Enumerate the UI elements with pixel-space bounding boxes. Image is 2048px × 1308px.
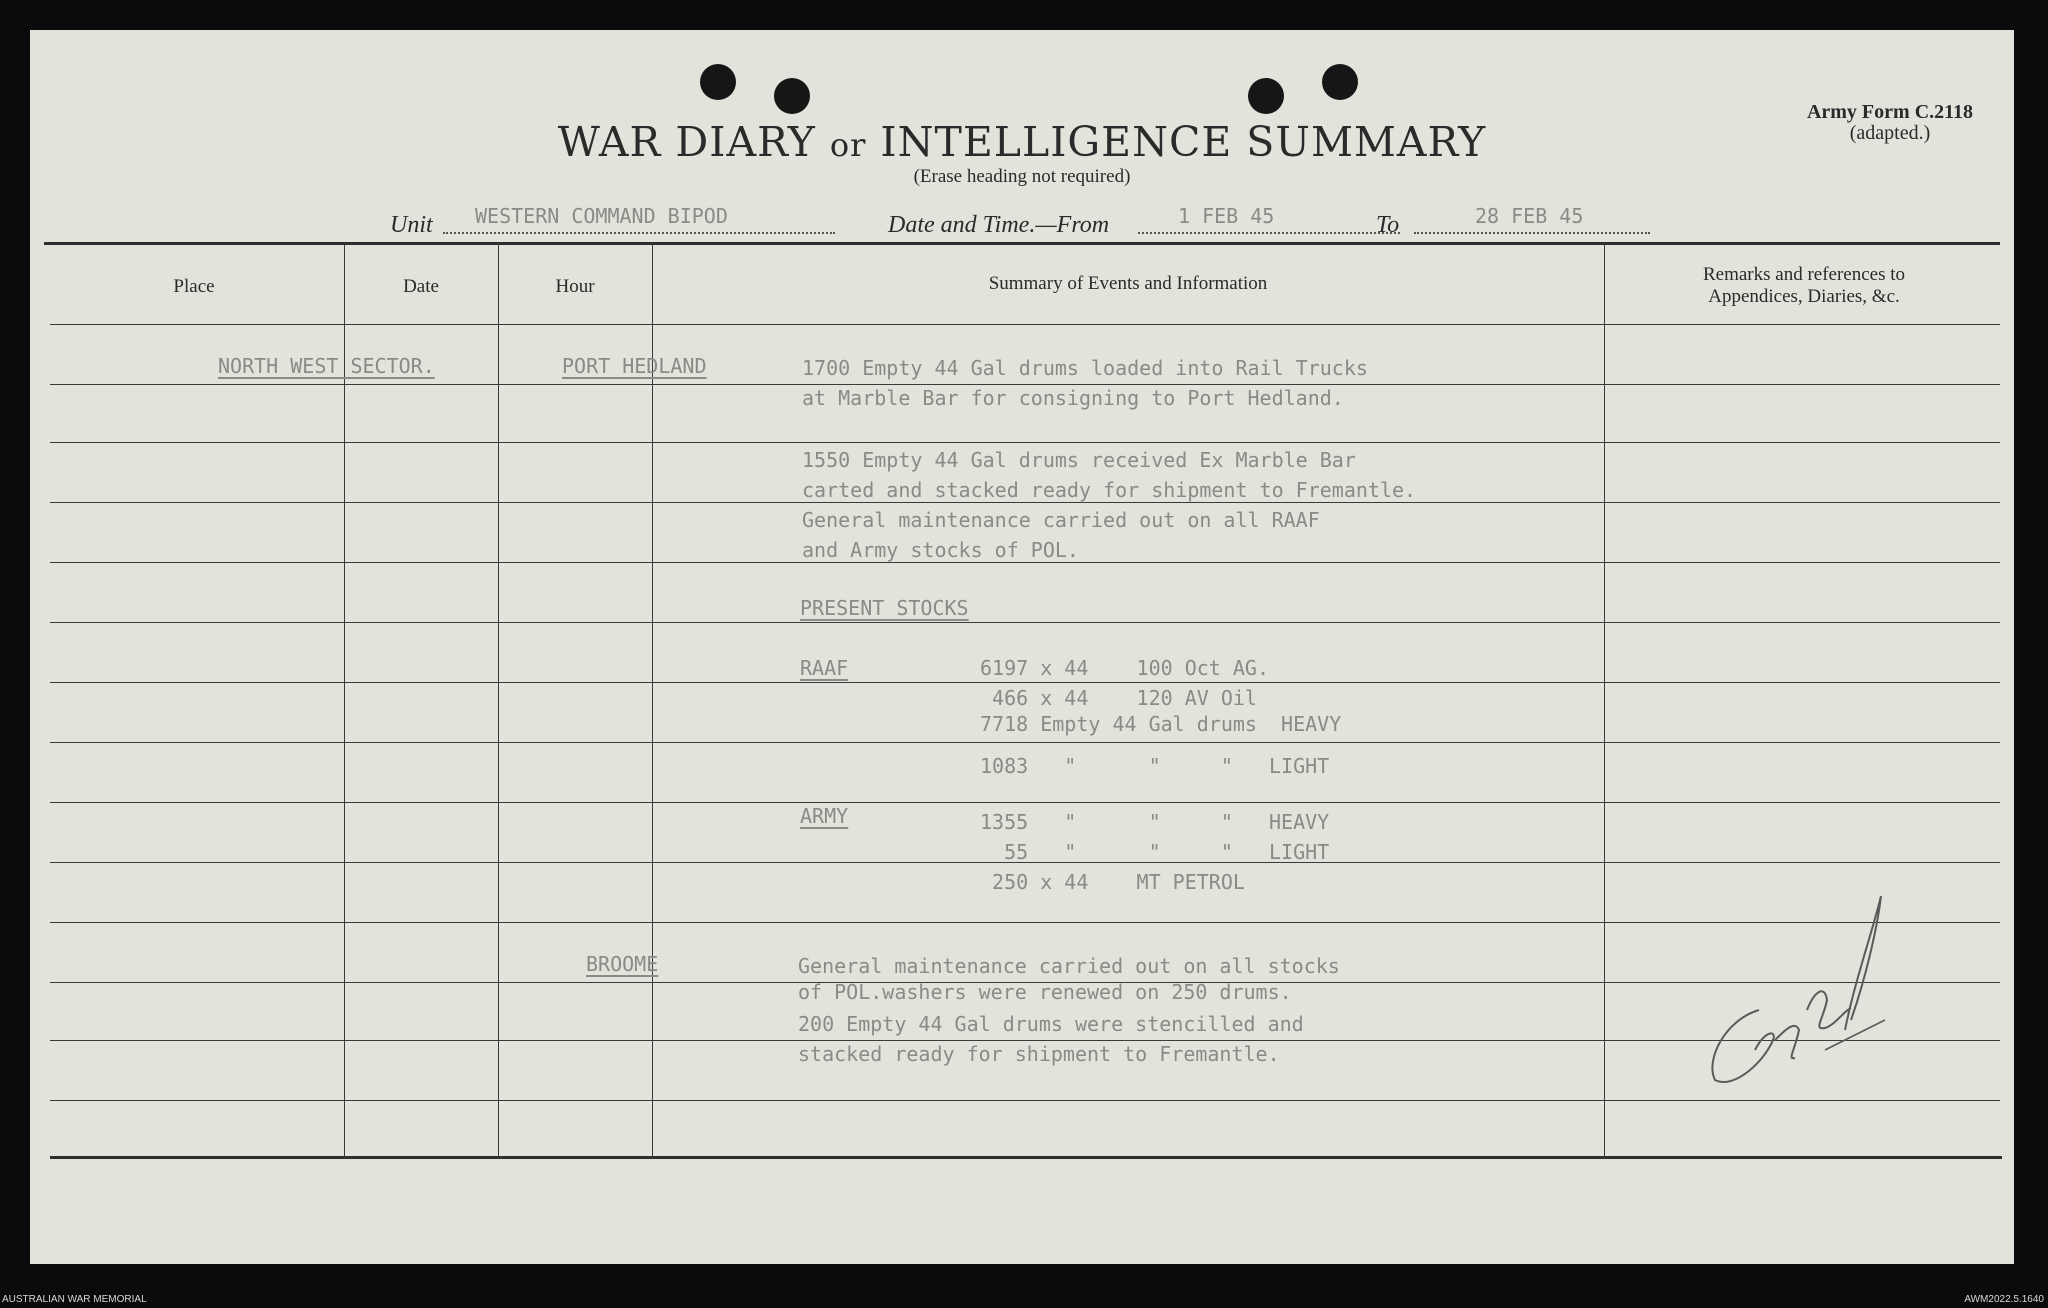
row-rule [50, 324, 2000, 325]
summary-line: at Marble Bar for consigning to Port Hedland. [802, 386, 1344, 410]
column-header-remarks-line2: Appendices, Diaries, &c. [1708, 286, 1900, 307]
date-to-dotted-line [1414, 232, 1650, 234]
summary-line: 1550 Empty 44 Gal drums received Ex Marble Bar [802, 448, 1356, 472]
date-from-label: Date and Time.—From [888, 212, 1110, 238]
row-rule [50, 622, 2000, 623]
summary-line: carted and stacked ready for shipment to Fremantle. [802, 478, 1417, 502]
army-heading: ARMY [800, 804, 849, 828]
form-number [1770, 102, 2010, 144]
punch-hole [774, 78, 810, 114]
unit-dotted-line [443, 232, 835, 234]
table-bottom-rule [50, 1156, 2002, 1159]
page-title [30, 118, 2014, 166]
broome-summary-line: 200 Empty 44 Gal drums were stencilled and [798, 1012, 1304, 1036]
title-intelligence-summary: INTELLIGENCE SUMMARY [880, 118, 1487, 166]
column-header-summary: Summary of Events and Information [988, 273, 1268, 294]
column-header-date: Date [403, 276, 439, 297]
summary-line: General maintenance carried out on all RAAF [802, 508, 1320, 532]
column-divider [652, 244, 653, 1158]
place-north-west-sector: NORTH WEST SECTOR. [218, 354, 435, 378]
hour-port-hedland: PORT HEDLAND [562, 354, 707, 378]
column-header-hour: Hour [555, 276, 595, 297]
raaf-stock-line: 1083 " " " LIGHT [980, 754, 1330, 778]
diary-page [30, 30, 2014, 1264]
row-rule [50, 742, 2000, 743]
date-from-dotted-line [1138, 232, 1400, 234]
footer-left: AUSTRALIAN WAR MEMORIAL [2, 1294, 147, 1305]
army-stock-line: 250 x 44 MT PETROL [980, 870, 1245, 894]
column-divider [344, 244, 345, 1158]
form-number-note: (adapted.) [1849, 122, 1931, 144]
raaf-heading: RAAF [800, 656, 849, 680]
date-to-label: To [1376, 212, 1400, 238]
raaf-stock-line: 6197 x 44 100 Oct AG. [980, 656, 1269, 680]
handwritten-signature [1695, 890, 1895, 1100]
row-rule [50, 384, 2000, 385]
row-rule [50, 562, 2000, 563]
row-rule [50, 442, 2000, 443]
punch-hole [700, 64, 736, 100]
present-stocks-heading: PRESENT STOCKS [800, 596, 969, 620]
summary-line: and Army stocks of POL. [802, 538, 1079, 562]
column-header-place: Place [173, 276, 215, 297]
broome-summary-line: of POL.washers were renewed on 250 drums. [798, 980, 1292, 1004]
broome-summary-line: General maintenance carried out on all stocks [798, 954, 1340, 978]
summary-line: 1700 Empty 44 Gal drums loaded into Rail Trucks [802, 356, 1368, 380]
punch-hole [1248, 78, 1284, 114]
row-rule [50, 1100, 2000, 1101]
raaf-stock-line: 466 x 44 120 AV Oil [980, 686, 1257, 710]
raaf-stock-line: 7718 Empty 44 Gal drums HEAVY [980, 712, 1342, 736]
form-number-label: Army Form C.2118 [1806, 101, 1974, 123]
title-or: or [829, 126, 867, 164]
table-top-rule [44, 242, 2000, 245]
title-war-diary: WAR DIARY [557, 118, 816, 166]
column-header-remarks [1604, 264, 2004, 308]
broome-summary-line: stacked ready for shipment to Fremantle. [798, 1042, 1280, 1066]
hour-broome: BROOME [586, 952, 659, 976]
row-rule [50, 802, 2000, 803]
column-header-remarks-line1: Remarks and references to [1702, 264, 1906, 285]
unit-value: WESTERN COMMAND BIPOD [475, 204, 728, 228]
date-to-value: 28 FEB 45 [1475, 204, 1584, 228]
footer-right: AWM2022.5.1640 [1964, 1294, 2044, 1305]
army-stock-line: 55 " " " LIGHT [980, 840, 1330, 864]
row-rule [50, 502, 2000, 503]
subtitle: (Erase heading not required) [913, 166, 1131, 187]
punch-hole [1322, 64, 1358, 100]
row-rule [50, 682, 2000, 683]
column-divider [498, 244, 499, 1158]
unit-label: Unit [390, 212, 433, 238]
army-stock-line: 1355 " " " HEAVY [980, 810, 1330, 834]
column-divider [1604, 244, 1605, 1158]
date-from-value: 1 FEB 45 [1178, 204, 1275, 228]
